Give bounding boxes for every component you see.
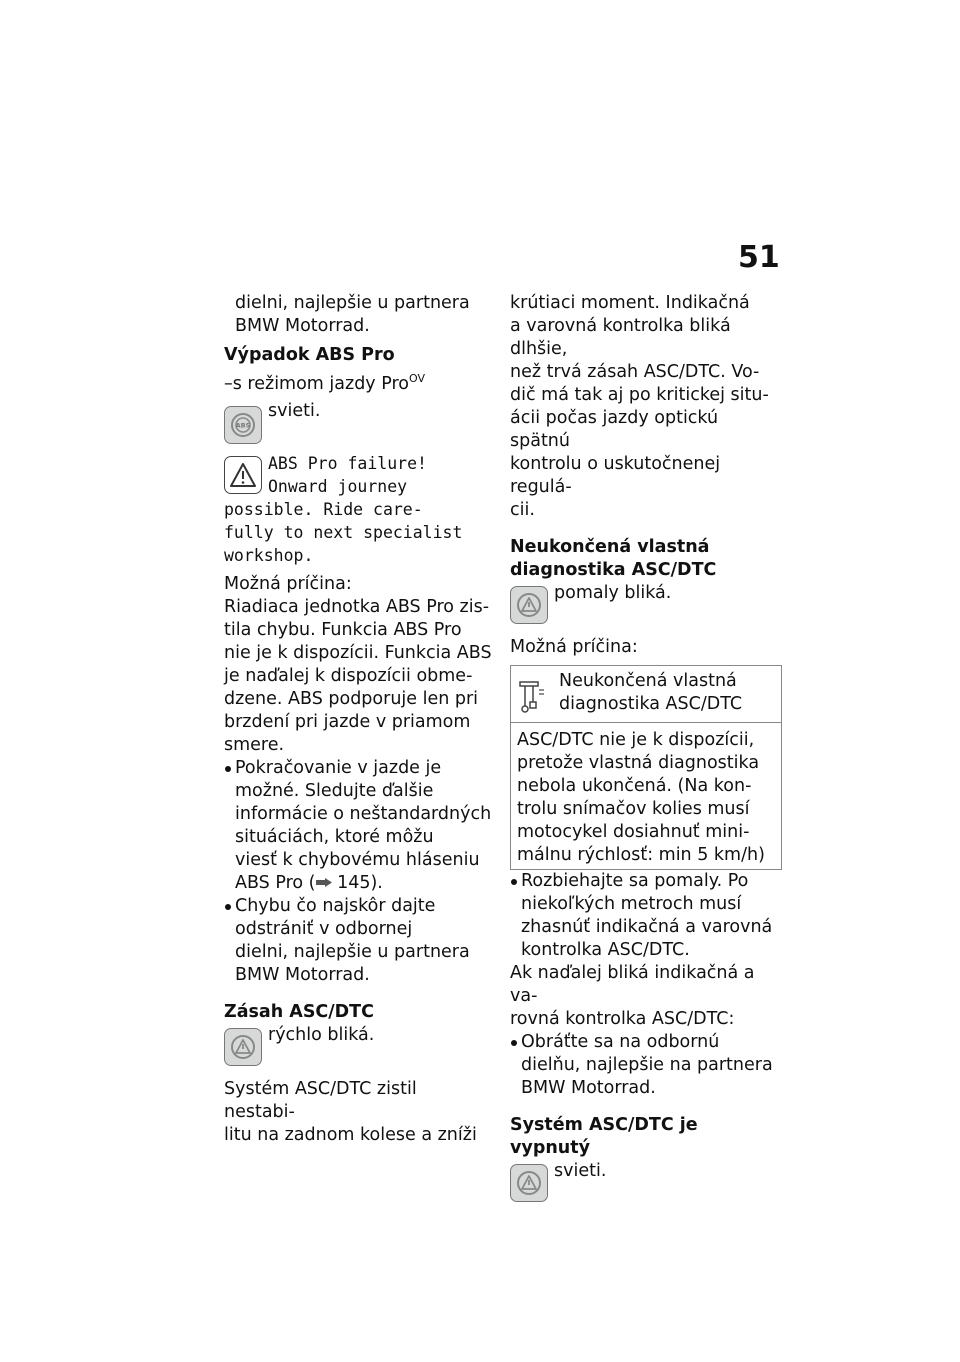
text-line: BMW Motorrad. [235, 964, 370, 985]
text-line: kontrolka ASC/DTC. [521, 940, 690, 960]
text-line: situáciách, ktoré môžu [235, 826, 434, 847]
page-reference[interactable]: ABS Pro ( 145). [235, 872, 383, 893]
list-item [224, 757, 492, 895]
text-line: dielni, najlepšie u partnera [235, 293, 470, 313]
list-item [510, 1031, 782, 1100]
text-line: rovná kontrolka ASC/DTC: [510, 1009, 735, 1029]
display-message-line: fully to next specialist [224, 522, 463, 542]
text-line: tila chybu. Funkcia ABS Pro [224, 619, 462, 640]
asc-indicator-row [224, 1024, 492, 1066]
display-message-line: possible. Ride care- [224, 499, 423, 519]
text-line: nebola ukončená. (Na kon- [517, 776, 752, 796]
text-line: cii. [510, 500, 535, 520]
warning-triangle-icon [224, 456, 262, 494]
display-message-line: ABS Pro failure! [268, 453, 427, 473]
text-line: a varovná kontrolka bliká dlhšie, [510, 316, 731, 359]
text-line: litu na zadnom kolese a zníži [224, 1124, 477, 1145]
abs-message-row [224, 452, 492, 498]
text-line: Rozbiehajte sa pomaly. Po [521, 871, 749, 891]
diag-indicator-row [510, 582, 782, 624]
text-line: zhasnúť indikačná a varovná [521, 917, 773, 937]
section-heading-asc-intervention: Zásah ASC/DTC [224, 1001, 374, 1022]
text-line: Riadiaca jednotka ABS Pro zis- [224, 596, 490, 617]
asc-dtc-warning-icon [510, 586, 548, 624]
text-line: Obráťte sa na odbornú [521, 1032, 720, 1052]
text-line: BMW Motorrad. [521, 1078, 656, 1098]
abs-warning-icon [224, 406, 262, 444]
text-line: možné. Sledujte ďalšie [235, 780, 434, 801]
text-line: Ak naďalej bliká indikačná a va- [510, 963, 755, 1006]
svg-text:ABS: ABS [235, 421, 251, 430]
arrow-right-icon [316, 878, 332, 887]
section-heading-self-diagnosis: Neukončená vlastná diagnostika ASC/DTC [510, 537, 717, 580]
cause-table-body [511, 723, 781, 869]
text-line: Pokračovanie v jazde je [235, 757, 442, 778]
text-line: málnu rýchlosť: min 5 km/h) [517, 845, 765, 865]
cause-table-header [511, 666, 781, 723]
display-message-line: workshop. [224, 545, 314, 565]
text-line: ácii počas jazdy optickú spätnú [510, 408, 719, 451]
abs-indicator-row [224, 400, 492, 444]
list-item [224, 895, 492, 987]
text-line: trolu snímačov kolies musí [517, 799, 750, 819]
text-line: brzdení pri jazde v priamom [224, 711, 471, 732]
text-line: odstrániť v odbornej [235, 918, 413, 939]
text-line: viesť k chybovému hláseniu [235, 849, 480, 870]
asc-off-indicator-state: svieti. [554, 1161, 607, 1181]
table-header-line: diagnostika ASC/DTC [559, 694, 743, 714]
text-line: kontrolu o uskutočnenej regulá- [510, 454, 721, 497]
text-line: niekoľkých metroch musí [521, 894, 742, 914]
text-line: je naďalej k dispozícii obme- [224, 665, 473, 686]
diag-indicator-state: pomaly bliká. [554, 583, 672, 603]
text-line: dič má tak aj po kritickej situ- [510, 385, 769, 405]
text-line: BMW Motorrad. [235, 316, 370, 336]
text-line: ASC/DTC nie je k dispozícii, [517, 730, 755, 750]
right-column [510, 292, 782, 1202]
asc-dtc-off-icon [510, 1164, 548, 1202]
section-heading-asc-off: Systém ASC/DTC je vypnutý [510, 1115, 698, 1158]
text-line: nie je k dispozícii. Funkcia ABS [224, 642, 492, 663]
text-line: dzene. ABS podporuje len pri [224, 688, 479, 709]
asc-off-indicator-row [510, 1160, 782, 1202]
text-line: Chybu čo najskôr dajte [235, 895, 436, 916]
table-header-line: Neukončená vlastná [559, 671, 737, 691]
riding-mode-condition: –s režimom jazdy Pro$^{OV}$ [224, 372, 425, 394]
text-line: dielňu, najlepšie na partnera [521, 1055, 773, 1075]
list-item [510, 870, 782, 962]
text-line: Systém ASC/DTC zistil nestabi- [224, 1078, 417, 1122]
self-diagnosis-icon [517, 676, 547, 716]
display-message-line: Onward journey [268, 476, 408, 496]
possible-cause-label: Možná príčina: [510, 637, 638, 657]
page-number: 51 [738, 240, 780, 275]
asc-dtc-warning-icon [224, 1028, 262, 1066]
text-line: smere. [224, 734, 285, 755]
text-line: než trvá zásah ASC/DTC. Vo- [510, 362, 760, 382]
text-line: pretože vlastná diagnostika [517, 753, 760, 773]
section-heading-abs-failure: Výpadok ABS Pro [224, 345, 395, 365]
left-column [224, 292, 492, 1147]
text-line: informácie o neštandardných [235, 803, 492, 824]
text-line: krútiaci moment. Indikačná [510, 293, 750, 313]
text-line: dielni, najlepšie u partnera [235, 941, 470, 962]
asc-indicator-state: rýchlo bliká. [268, 1024, 375, 1045]
abs-indicator-state: svieti. [268, 400, 321, 421]
text-line: motocykel dosiahnuť mini- [517, 822, 750, 842]
possible-cause-label: Možná príčina: [224, 573, 352, 594]
cause-table [510, 665, 782, 870]
